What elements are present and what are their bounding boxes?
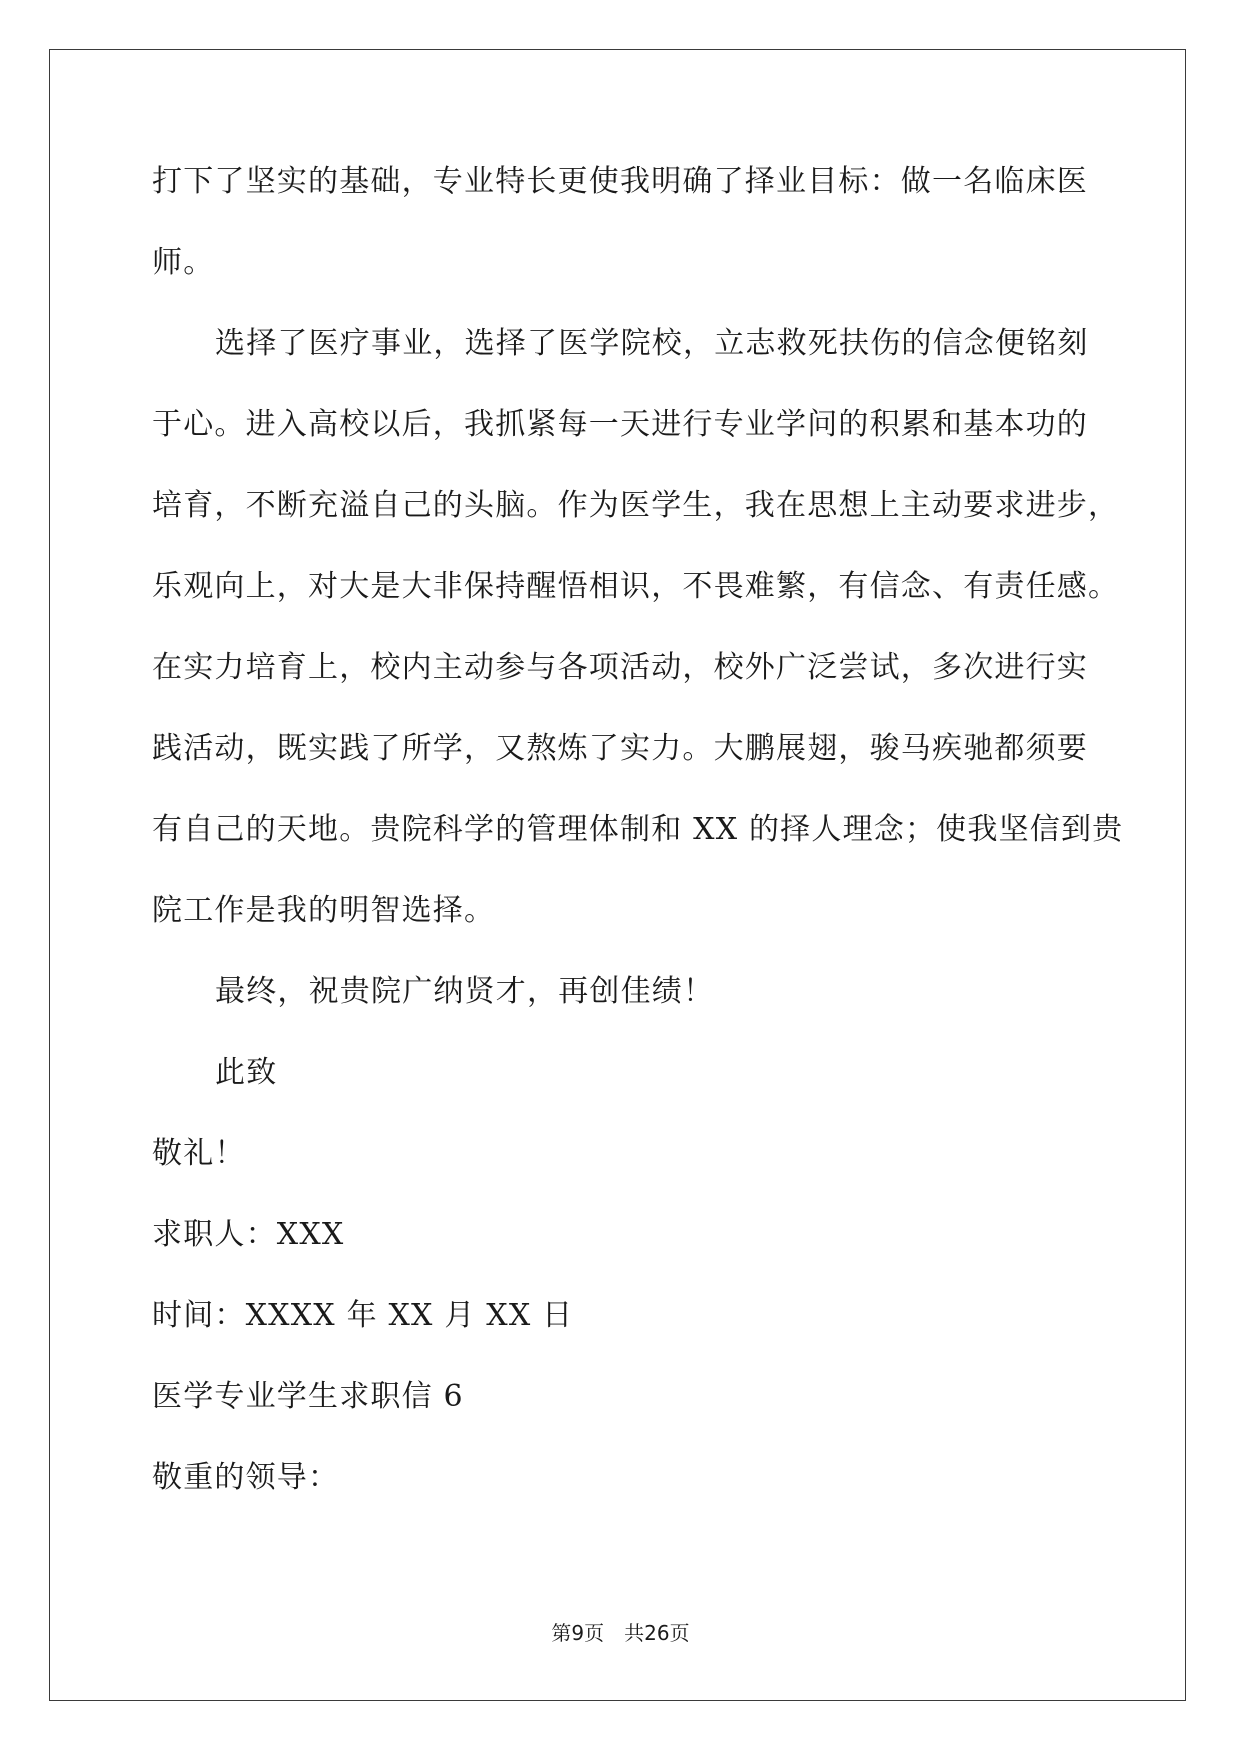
- body-line: 有自己的天地。贵院科学的管理体制和 XX 的择人理念；使我坚信到贵: [152, 812, 1124, 847]
- page-prefix: 第: [551, 1621, 572, 1645]
- salutation-regards: 敬礼！: [152, 1136, 246, 1171]
- page-suffix: 页: [669, 1621, 690, 1645]
- body-line: 师。: [152, 245, 215, 280]
- body-line: 于心。进入高校以后，我抓紧每一天进行专业学问的积累和基本功的: [152, 407, 1088, 442]
- body-line: 乐观向上，对大是大非保持醒悟相识，不畏难繁，有信念、有责任感。: [152, 569, 1120, 604]
- body-line: 培育，不断充溢自己的头脑。作为医学生，我在思想上主动要求进步，: [152, 488, 1120, 523]
- body-line: 践活动，既实践了所学，又熬炼了实力。大鹏展翅，骏马疾驰都须要: [152, 731, 1088, 766]
- salutation-closing: 此致: [215, 1055, 278, 1090]
- body-line: 打下了坚实的基础，专业特长更使我明确了择业目标：做一名临床医: [152, 164, 1088, 199]
- body-line: 院工作是我的明智选择。: [152, 893, 496, 928]
- greeting: 敬重的领导：: [152, 1460, 340, 1495]
- letter-date: 时间：XXXX 年 XX 月 XX 日: [152, 1298, 574, 1333]
- page-border: [49, 49, 1186, 1701]
- page-number: [0, 1620, 1241, 1646]
- page-mid: 页 共: [584, 1621, 645, 1645]
- page-total: 26: [644, 1621, 670, 1645]
- closing-wish: 最终，祝贵院广纳贤才，再创佳绩！: [215, 974, 715, 1009]
- body-line: 在实力培育上，校内主动参与各项活动，校外广泛尝试，多次进行实: [152, 650, 1088, 685]
- page-current: 9: [571, 1621, 585, 1645]
- body-line: 选择了医疗事业，选择了医学院校，立志救死扶伤的信念便铭刻: [215, 326, 1089, 361]
- section-heading: 医学专业学生求职信 6: [152, 1379, 464, 1414]
- applicant-name: 求职人：XXX: [152, 1217, 345, 1252]
